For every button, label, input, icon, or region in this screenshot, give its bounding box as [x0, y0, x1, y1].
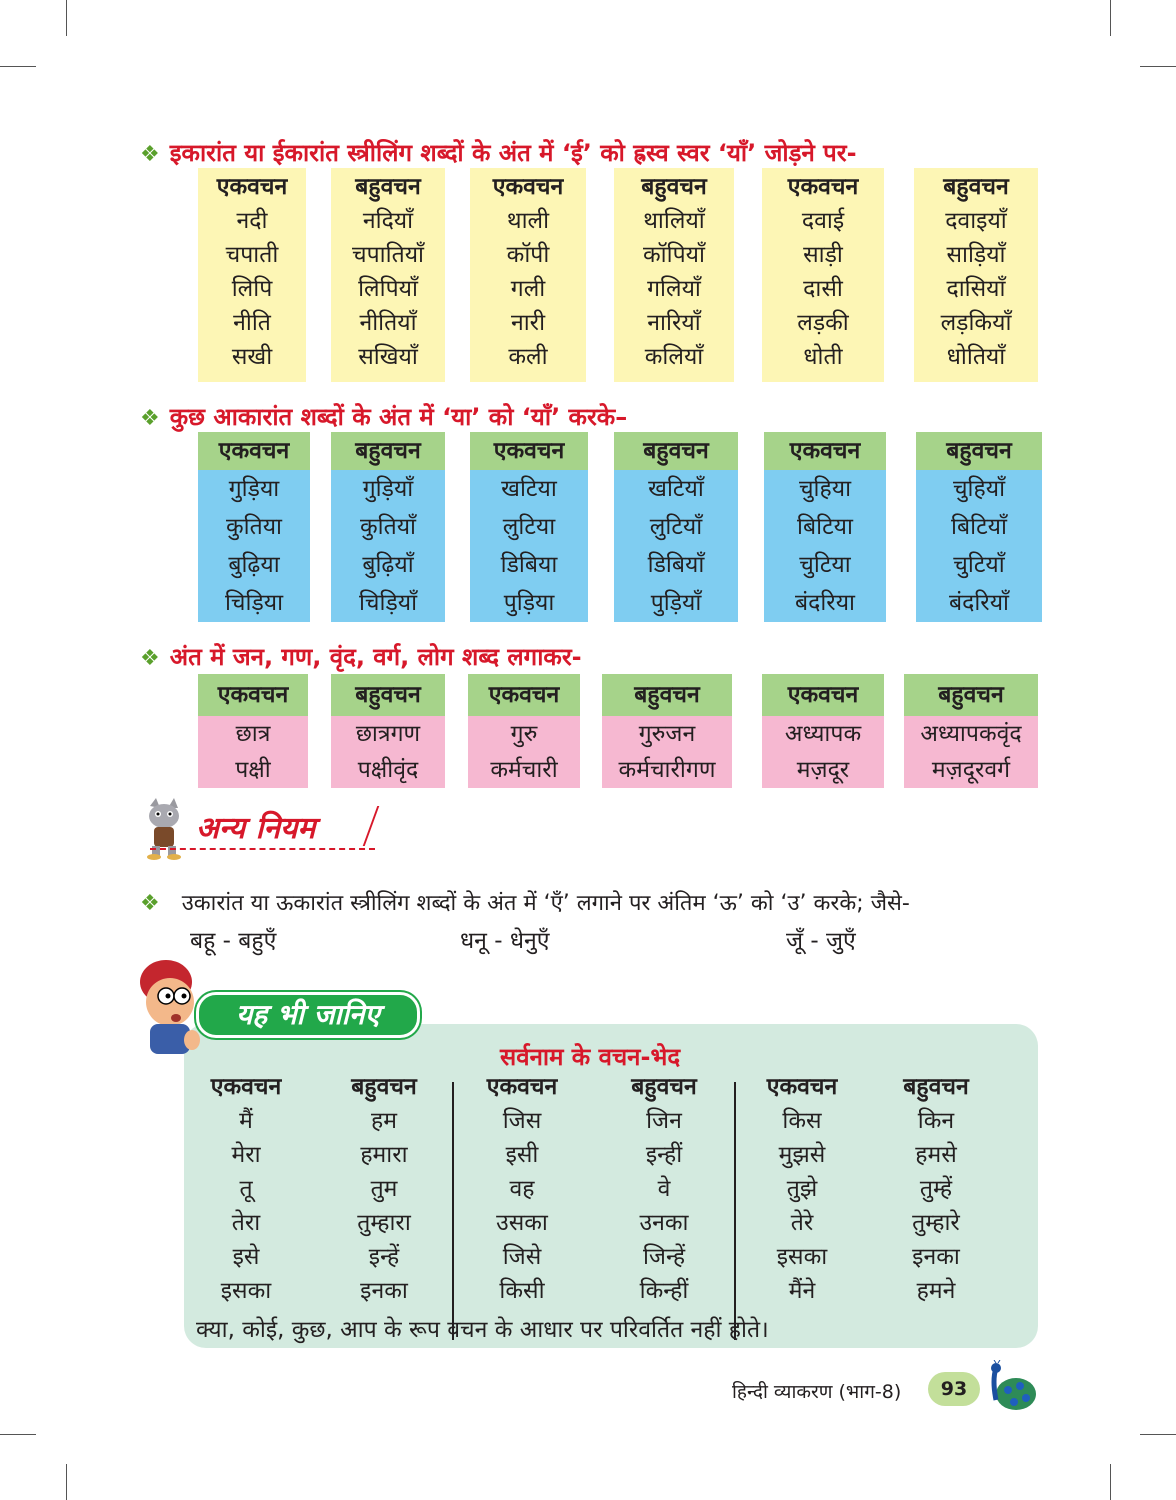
table-cell: किस [782, 1108, 822, 1134]
table-cell: तुझे [786, 1176, 818, 1202]
table-column [762, 168, 884, 382]
crop-mark [0, 66, 36, 67]
table-cell: लड़की [797, 310, 849, 336]
table-cell: कॉपियाँ [643, 242, 705, 268]
column-divider [452, 1082, 454, 1340]
table-cell: पक्षी [235, 757, 271, 783]
table-cell: बुढ़ियाँ [362, 552, 414, 578]
table-cell: अध्यापकवृंद [920, 721, 1022, 747]
column-header: बहुवचन [351, 1074, 417, 1100]
bullet-icon: ❖ [140, 406, 160, 431]
table-column [914, 168, 1038, 382]
table-cell: तुम्हारे [912, 1210, 960, 1236]
table-cell: इसका [776, 1244, 828, 1270]
column-header: बहुवचन [355, 174, 421, 200]
table-cell: चपाती [225, 242, 279, 268]
table-cell: नीतियाँ [359, 310, 417, 336]
table-cell: उसका [496, 1210, 548, 1236]
table-cell: तेरे [790, 1210, 814, 1236]
table-cell: पक्षीवृंद [357, 757, 419, 783]
column-header: एकवचन [468, 674, 580, 716]
table-column [764, 432, 886, 622]
table-cell: तुम्हारा [357, 1210, 411, 1236]
table-column [762, 674, 884, 788]
rule-text [140, 887, 910, 917]
table-cell: सखियाँ [358, 344, 418, 370]
page-number: 93 [928, 1372, 980, 1406]
table-cell: दासियाँ [946, 276, 1006, 302]
title-underline [150, 848, 375, 850]
table-cell: साड़ी [803, 242, 843, 268]
table-cell: बिटिया [797, 514, 853, 540]
table-cell: दासी [803, 276, 843, 302]
crop-mark [1110, 1464, 1111, 1500]
table-cell: कलियाँ [644, 344, 704, 370]
table-cell: गुड़ियाँ [362, 476, 414, 502]
table-cell: जिसे [502, 1244, 542, 1270]
column-header: एकवचन [766, 1074, 838, 1100]
table-cell: वह [509, 1176, 535, 1202]
table-cell: कली [508, 344, 548, 370]
table-cell: बंदरिया [794, 590, 855, 616]
table-column [198, 168, 306, 382]
table-cell: नदियाँ [362, 208, 414, 234]
table-cell: चिड़िया [224, 590, 284, 616]
table-cell: थाली [506, 208, 550, 234]
section-heading [140, 640, 582, 673]
crop-mark [1140, 1434, 1176, 1435]
crop-mark [66, 1464, 67, 1500]
crop-mark [66, 0, 67, 36]
know-more-badge: यह भी जानिए [196, 992, 420, 1038]
table-cell: नीति [233, 310, 271, 336]
column-header: बहुवचन [904, 674, 1038, 716]
table-cell: लिपियाँ [358, 276, 418, 302]
table-cell: वे [657, 1176, 671, 1202]
bullet-icon: ❖ [140, 646, 160, 671]
table-cell: नारी [510, 310, 546, 336]
table-cell: डिबियाँ [647, 552, 705, 578]
column-header: बहुवचन [631, 1074, 697, 1100]
table-cell: जिन्हें [642, 1244, 686, 1270]
table-column [886, 1070, 986, 1308]
table-cell: जिन [646, 1108, 682, 1134]
table-cell: किन [917, 1108, 955, 1134]
table-cell: दवाइयाँ [945, 208, 1007, 234]
column-divider [734, 1082, 736, 1340]
table-cell: लड़कियाँ [940, 310, 1012, 336]
section-heading-text: अंत में जन, गण, वृंद, वर्ग, लोग शब्द लगाकर- [169, 643, 582, 671]
table-cell: गलियाँ [647, 276, 701, 302]
column-header: बहुवचन [331, 432, 445, 470]
column-header: एकवचन [470, 432, 588, 470]
table-cell: मैंने [788, 1278, 816, 1304]
table-column [472, 1070, 572, 1308]
column-header: एकवचन [198, 432, 310, 470]
table-cell: चपातियाँ [352, 242, 424, 268]
table-cell: जिस [502, 1108, 542, 1134]
table-cell: बुढ़िया [228, 552, 280, 578]
table-cell: गुरुजन [638, 721, 696, 747]
table-cell: हम [371, 1108, 397, 1134]
table-cell: इनका [360, 1278, 408, 1304]
table-column [602, 674, 732, 788]
table-column [196, 1070, 296, 1308]
table-cell: पुड़ियाँ [650, 590, 702, 616]
table-cell: तेरा [231, 1210, 261, 1236]
column-header: बहुवचन [614, 432, 738, 470]
table-cell: मज़दूर [796, 757, 850, 783]
example-item: धनू - धेनुएँ [460, 928, 550, 954]
column-header: एकवचन [762, 674, 884, 716]
column-header: एकवचन [492, 174, 564, 200]
table-cell: नदी [236, 208, 268, 234]
column-header: एकवचन [486, 1074, 558, 1100]
table-cell: तुम [370, 1176, 398, 1202]
table-column [468, 674, 580, 788]
table-cell: सखी [231, 344, 273, 370]
table-column [470, 432, 588, 622]
crop-mark [1110, 0, 1111, 36]
table-cell: कुतिया [225, 514, 283, 540]
peacock-icon [978, 1360, 1038, 1416]
table-cell: चुहियाँ [952, 476, 1006, 502]
table-cell: छात्रगण [355, 721, 421, 747]
column-header: बहुवचन [602, 674, 732, 716]
table-cell: उनका [639, 1210, 689, 1236]
table-cell: गली [510, 276, 546, 302]
table-column [614, 168, 734, 382]
table-cell: पुड़िया [503, 590, 555, 616]
table-cell: इसी [505, 1142, 539, 1168]
column-header: बहुवचन [943, 174, 1009, 200]
table-column [334, 1070, 434, 1308]
table-cell: लुटिया [502, 514, 556, 540]
table-cell: बिटियाँ [951, 514, 1007, 540]
table-cell: लिपि [231, 276, 273, 302]
example-item: बहू - बहुएँ [190, 928, 277, 954]
table-cell: गुड़िया [228, 476, 280, 502]
table-cell: हमने [916, 1278, 956, 1304]
table-cell: धोतियाँ [946, 344, 1006, 370]
rule-sentence: उकारांत या ऊकारांत स्त्रीलिंग शब्दों के अंत में ‘एँ’ लगाने पर अंतिम ‘ऊ’ को ‘उ’ करके; जैसे- [181, 891, 910, 916]
table-cell: इनका [912, 1244, 960, 1270]
table-column [916, 432, 1042, 622]
column-header: एकवचन [210, 1074, 282, 1100]
table-column [198, 674, 308, 788]
table-cell: कर्मचारीगण [618, 757, 716, 783]
example-item: जूँ - जुएँ [786, 928, 856, 954]
table-cell: चुटिया [799, 552, 851, 578]
table-cell: चिड़ियाँ [358, 590, 418, 616]
table-column [331, 674, 445, 788]
book-title: हिन्दी व्याकरण (भाग-8) [732, 1381, 902, 1403]
column-header: एकवचन [764, 432, 886, 470]
section-heading [140, 400, 627, 433]
pronoun-note: क्या, कोई, कुछ, आप के रूप वचन के आधार पर परिवर्तित नहीं होते। [196, 1317, 769, 1343]
table-cell: मैं [239, 1108, 253, 1134]
table-column [331, 432, 445, 622]
table-cell: छात्र [235, 721, 271, 747]
column-header: एकवचन [198, 674, 308, 716]
cat-mascot-icon [138, 798, 188, 860]
crop-mark [1140, 66, 1176, 67]
table-cell: किसी [499, 1278, 545, 1304]
table-column [470, 168, 586, 382]
know-more-title: सर्वनाम के वचन-भेद [500, 1043, 681, 1071]
table-cell: अध्यापक [784, 721, 862, 747]
table-cell: दवाई [801, 208, 845, 234]
bullet-icon: ❖ [140, 891, 160, 916]
table-cell: तुम्हें [919, 1176, 953, 1202]
section-heading-text: इकारांत या ईकारांत स्त्रीलिंग शब्दों के अंत में ‘ई’ को ह्रस्व स्वर ‘याँ’ जोड़ने पर- [169, 139, 857, 167]
column-header: बहुवचन [641, 174, 707, 200]
crop-mark [0, 1434, 36, 1435]
column-header: एकवचन [216, 174, 288, 200]
column-header: बहुवचन [331, 674, 445, 716]
other-rules-title: अन्य नियम [196, 811, 316, 846]
table-cell: इन्हीं [645, 1142, 683, 1168]
column-header: एकवचन [787, 174, 859, 200]
table-cell: कुतियाँ [359, 514, 417, 540]
bullet-icon: ❖ [140, 142, 160, 167]
table-cell: खटिया [501, 476, 557, 502]
table-cell: चुटियाँ [953, 552, 1005, 578]
table-cell: इसे [232, 1244, 260, 1270]
table-cell: मज़दूरवर्ग [931, 757, 1011, 783]
section-heading-text: कुछ आकारांत शब्दों के अंत में ‘या’ को ‘याँ’ करके– [169, 403, 628, 431]
table-cell: इसका [220, 1278, 272, 1304]
table-cell: चुहिया [798, 476, 852, 502]
table-cell: साड़ियाँ [946, 242, 1006, 268]
table-column [614, 1070, 714, 1308]
column-header: बहुवचन [916, 432, 1042, 470]
table-cell: इन्हें [368, 1244, 400, 1270]
table-column [752, 1070, 852, 1308]
section-heading [140, 136, 857, 169]
table-cell: मुझसे [778, 1142, 826, 1168]
table-cell: डिबिया [500, 552, 558, 578]
column-header: बहुवचन [903, 1074, 969, 1100]
table-cell: कॉपी [506, 242, 550, 268]
title-decoration [351, 806, 380, 846]
table-cell: नारियाँ [647, 310, 701, 336]
table-cell: बंदरियाँ [948, 590, 1009, 616]
table-column [331, 168, 445, 382]
table-cell: तू [239, 1176, 253, 1202]
table-cell: मेरा [231, 1142, 261, 1168]
table-cell: धोती [803, 344, 843, 370]
table-cell: हमारा [360, 1142, 408, 1168]
table-cell: हमसे [915, 1142, 957, 1168]
table-column [904, 674, 1038, 788]
table-cell: गुरु [510, 721, 538, 747]
table-column [198, 432, 310, 622]
table-cell: थालियाँ [643, 208, 705, 234]
table-cell: किन्हीं [639, 1278, 689, 1304]
table-cell: कर्मचारी [490, 757, 558, 783]
table-cell: लुटियाँ [649, 514, 703, 540]
table-column [614, 432, 738, 622]
table-cell: खटियाँ [648, 476, 704, 502]
